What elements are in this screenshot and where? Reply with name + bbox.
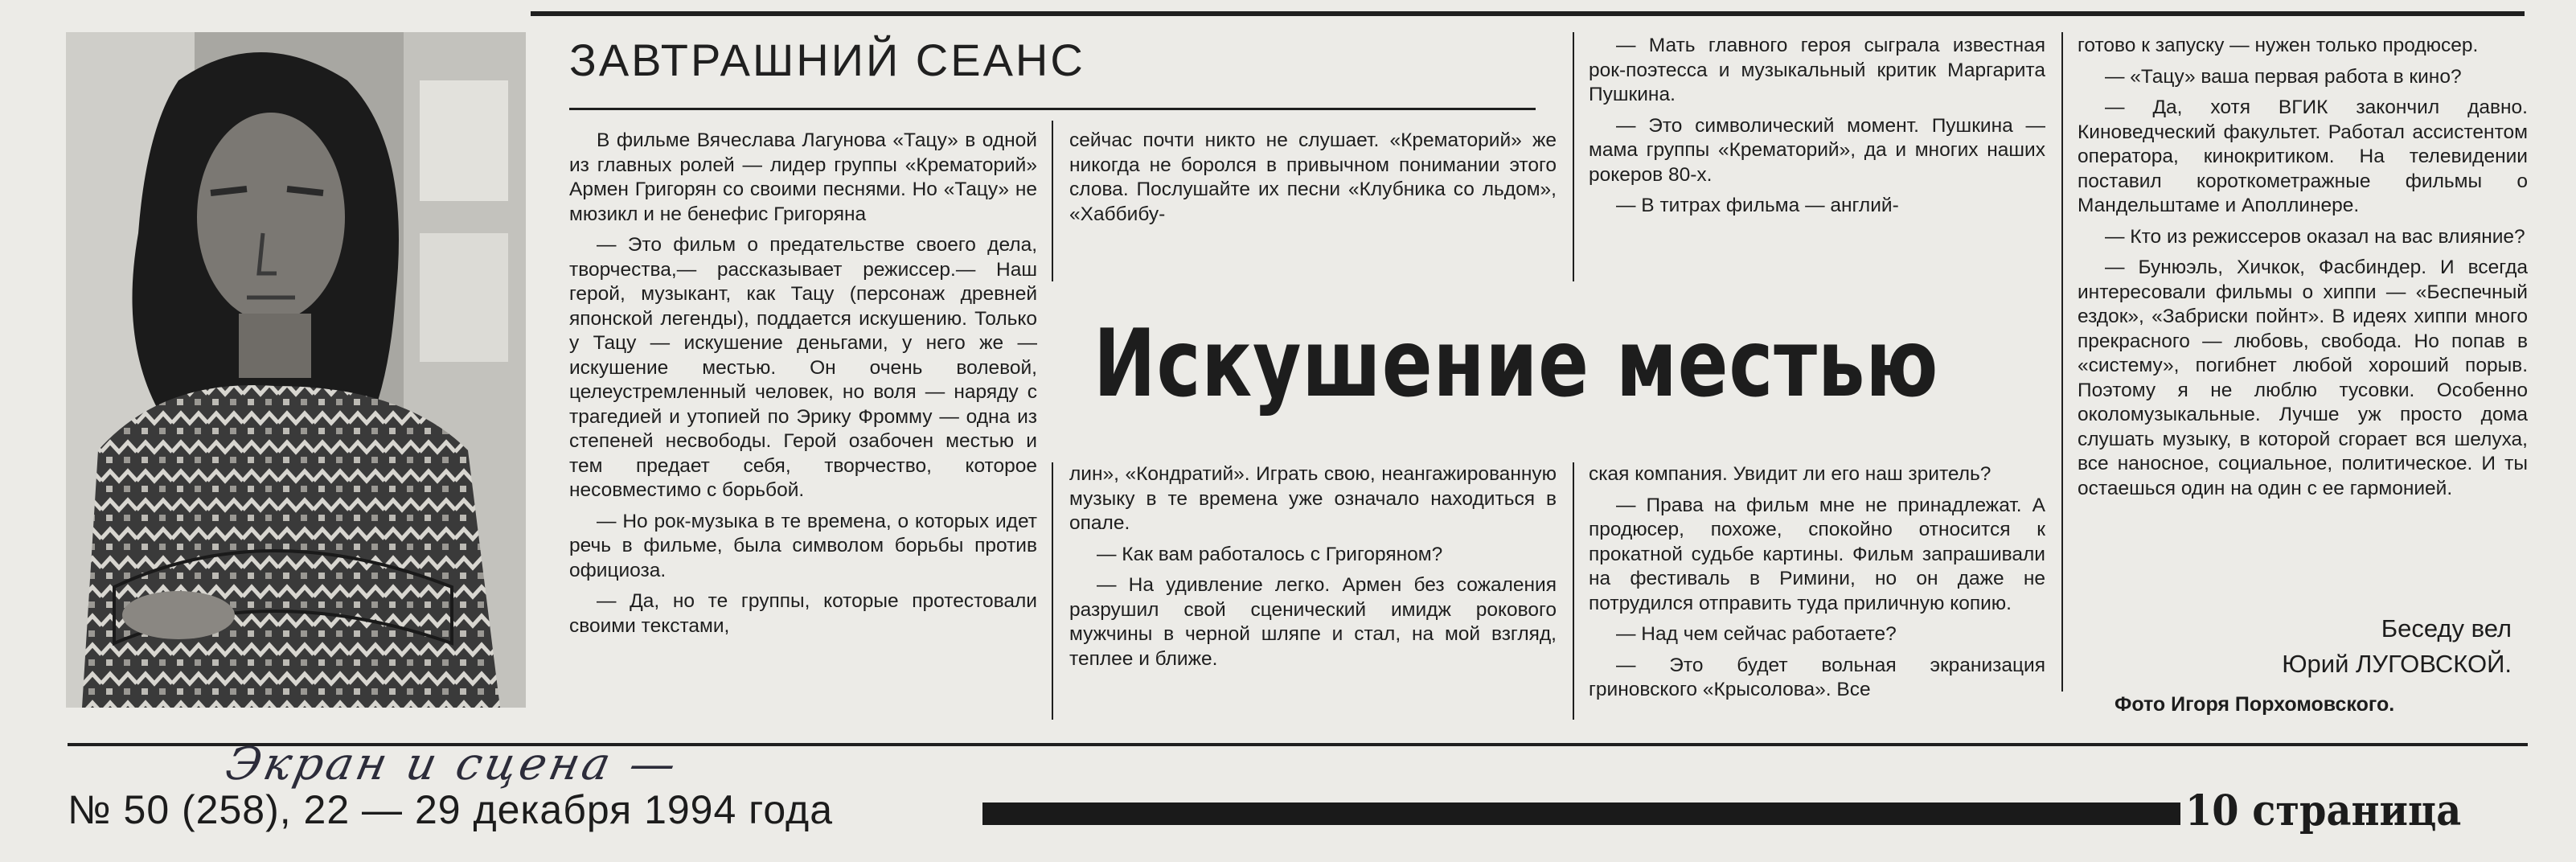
column-divider-lower-2 — [1573, 462, 1574, 720]
column-divider-upper-3 — [2061, 32, 2063, 692]
article-paragraph: ская компания. Увидит ли его наш зритель? — [1589, 463, 1991, 485]
portrait-photo — [66, 32, 526, 708]
article-paragraph: — Да, но те группы, которые протестовали своими текстами, — [569, 590, 1037, 637]
article-paragraph: — Это будет вольная экранизация гриновского «Крысолова». Все — [1589, 654, 2045, 700]
article-paragraph: — Это символический момент. Пушкина — мама группы «Крематорий», да и многих наших рокеров 80-х. — [1589, 114, 2045, 186]
article-column-3-lower — [1589, 462, 2045, 709]
article-column-1 — [569, 129, 1037, 645]
article-column-2-upper — [1069, 129, 1557, 233]
column-divider-upper-1 — [1052, 121, 1053, 281]
article-paragraph: — Да, хотя ВГИК закончил давно. Киноведческий факультет. Работал ассистентом оператора, кинокритиком. На телевидении поставил короткометражные фильмы о Мандельштаме и Аполлинере. — [2078, 96, 2528, 216]
article-paragraph: готово к запуску — нужен только продюсер. — [2078, 35, 2479, 56]
article-paragraph: В фильме Вячеслава Лагунова «Тацу» в одной из главных ролей — лидер группы «Крематорий» Армен Григорян со своими песнями. Но «Тацу» не мюзикл и не бенефис Григоряна — [569, 129, 1037, 225]
article-paragraph: — Права на фильм мне не принадлежат. А продюсер, похоже, спокойно относится к прокатной судьбе картины. Фильм запрашивали на фестиваль в Римини, но он даже не потрудился отправить туда приличную копию. — [1589, 494, 2045, 614]
article-paragraph: — На удивление легко. Армен без сожаления разрушил свой сценический имидж рокового мужчины в черной шляпе и стал, на мой взгляд, теплее и ближе. — [1069, 574, 1557, 670]
article-paragraph: — Кто из режиссеров оказал на вас влияние? — [2105, 225, 2525, 248]
article-paragraph: — Бунюэль, Хичкок, Фасбиндер. И всегда интересовали фильмы о хиппи — «Беспечный ездок», «Забриски пойнт». В идеях хиппи много прекрасного — любовь, свобода. Но попав в «систему», погибнет любой хороший порыв. Поэтому я не люблю тусовки. Особенно околомузыкальные. Лучше уж просто дома слушать музыку, в которой сгорает вся шелуха, все наносное, социальное, политическое. И ты остаешься один на один с ее гармонией. — [2078, 257, 2528, 499]
issue-line: № 50 (258), 22 — 29 декабря 1994 года — [68, 787, 834, 832]
interviewer-line-1: Беседу вел — [2381, 614, 2512, 642]
interviewer-credit — [2282, 611, 2512, 682]
photo-credit: Фото Игоря Порхомовского. — [2115, 693, 2395, 716]
section-title: ЗАВТРАШНИЙ СЕАНС — [569, 35, 1085, 85]
article-paragraph: — «Тацу» ваша первая работа в кино? — [2105, 65, 2462, 88]
article-paragraph: — Это фильм о предательстве своего дела, творчества,— рассказывает режиссер.— Наш герой, музыкант, как Тацу (персонаж древней японской легенды), поддается искушению. Только у Тацу — искушение деньгами, у него же — искушение местью. Он очень волевой, целеустремленный человек, но воля — наряду с трагедией и утопией по Эрику Фромму — одна из степеней несвободы. Герой озабочен местью и тем предает себя, творчество, которое несовместимо с борьбой. — [569, 234, 1037, 501]
page-number: 10 страница — [2185, 786, 2462, 835]
article-paragraph: сейчас почти никто не слушает. «Крематорий» же никогда не боролся в привычном понимании этого слова. Послушайте их песни «Клубника со льдом», «Хаббибу- — [1069, 129, 1557, 225]
article-paragraph: — Но рок-музыка в те времена, о которых идет речь в фильме, была символом борьбы против официоза. — [569, 510, 1037, 581]
handwritten-note: Экран и сцена — — [221, 738, 684, 790]
interviewer-name: Юрий ЛУГОВСКОЙ. — [2282, 650, 2512, 678]
article-column-3-upper — [1589, 34, 2045, 225]
article-column-4 — [2078, 34, 2528, 507]
portrait-illustration — [66, 32, 526, 708]
article-paragraph: лин», «Кондратий». Играть свою, неангажированную музыку в те времена уже означало находиться в опале. — [1069, 463, 1557, 534]
article-paragraph: — В титрах фильма — англий- — [1616, 195, 1899, 216]
footer-bar — [982, 802, 2180, 825]
article-headline: Искушение местью — [1093, 310, 1939, 418]
article-paragraph: — Как вам работалось с Григоряном? — [1097, 543, 1443, 565]
article-paragraph: — Мать главного героя сыграла известная рок-поэтесса и музыкальный критик Маргарита Пушкина. — [1589, 35, 2045, 105]
top-rule — [531, 11, 2525, 16]
column-divider-upper-2 — [1573, 32, 1574, 281]
article-column-2-lower — [1069, 462, 1557, 678]
article-paragraph: — Над чем сейчас работаете? — [1616, 623, 1897, 645]
column-divider-lower-1 — [1052, 462, 1053, 720]
section-underline — [569, 108, 1536, 110]
